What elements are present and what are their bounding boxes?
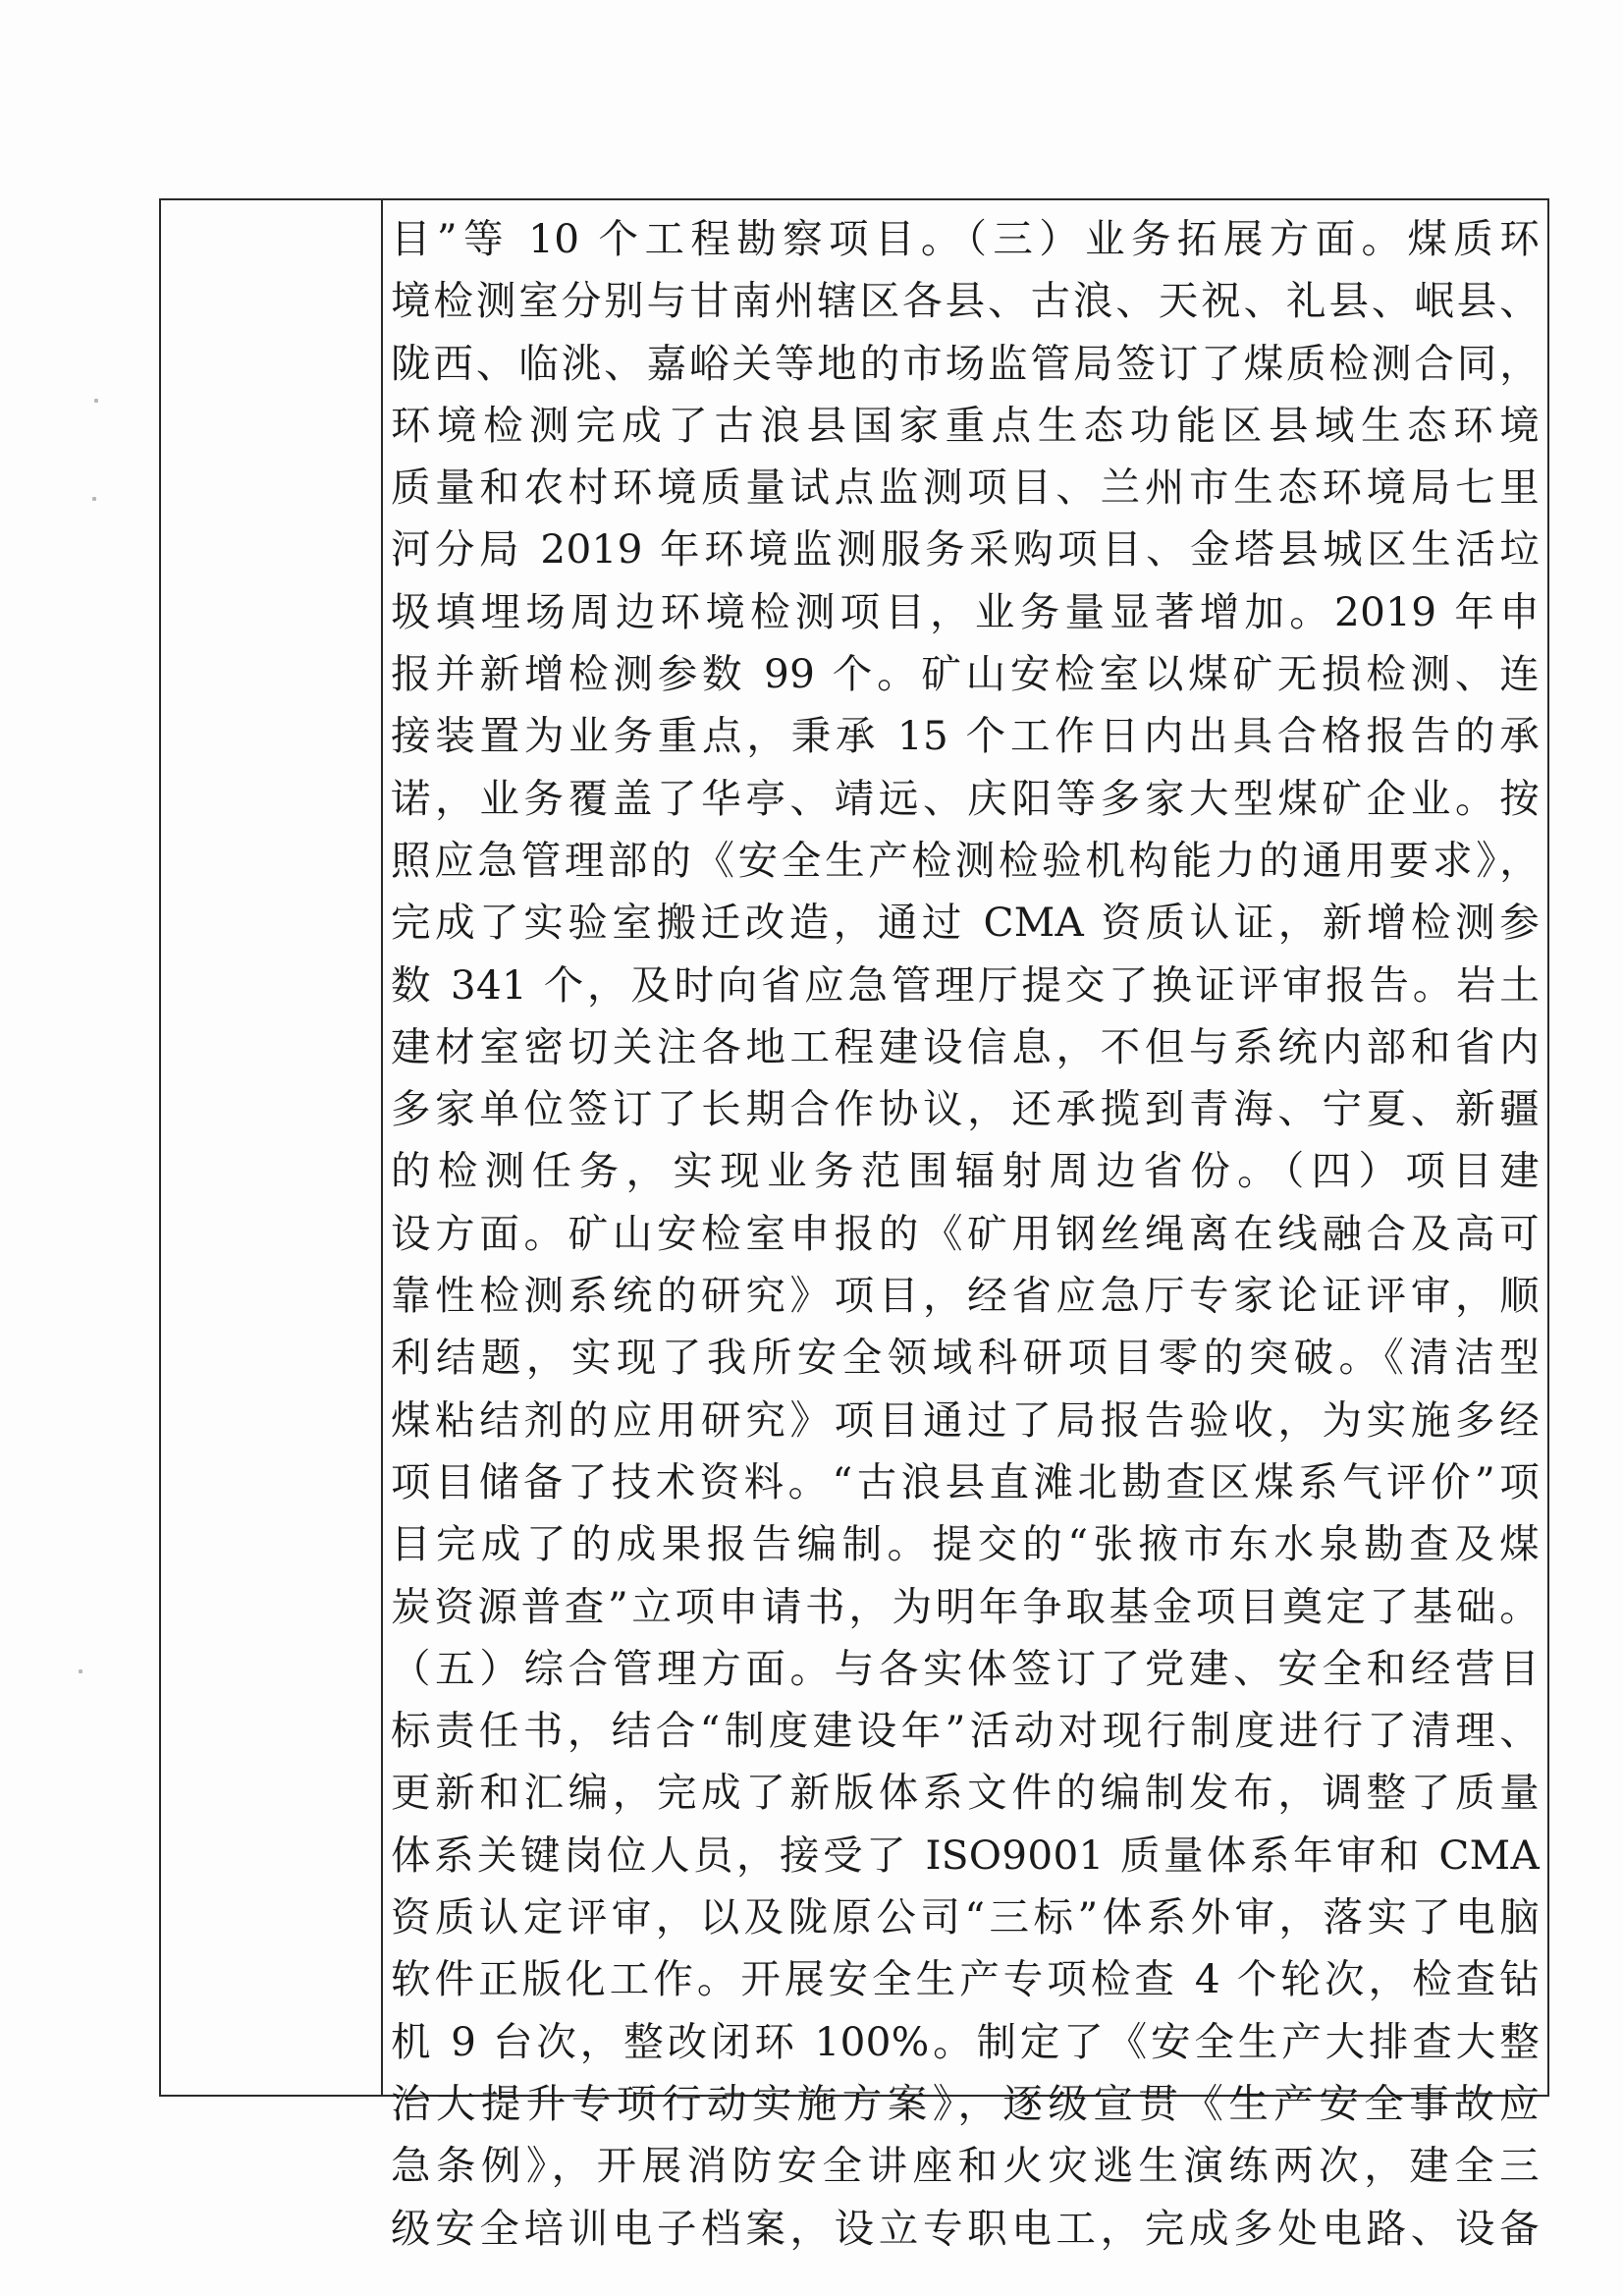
text-line: （五）综合管理方面。与各实体签订了党建、安全和经营目 [391, 1644, 1540, 1692]
text-line: 治大提升专项行动实施方案》，逐级宣贯《生产安全事故应 [391, 2079, 1540, 2127]
scan-speck [94, 399, 98, 403]
text-line: 靠性检测系统的研究》项目，经省应急厅专家论证评审，顺 [391, 1272, 1540, 1320]
text-line: 环境检测完成了古浪县国家重点生态功能区县域生态环境 [391, 401, 1540, 449]
text-line: 建材室密切关注各地工程建设信息，不但与系统内部和省内 [391, 1022, 1540, 1070]
text-line: 软件正版化工作。开展安全生产专项检查 4 个轮次，检查钻 [391, 1955, 1540, 2003]
text-line: 诺，业务覆盖了华亭、靖远、庆阳等多家大型煤矿企业。按 [391, 774, 1540, 822]
text-line: 数 341 个，及时向省应急管理厅提交了换证评审报告。岩土 [391, 960, 1540, 1009]
body-paragraph [391, 208, 1540, 2260]
text-line: 利结题，实现了我所安全领域科研项目零的突破。《清洁型 [391, 1334, 1540, 1382]
scan-speck [79, 1669, 82, 1673]
text-line: 设方面。矿山安检室申报的《矿用钢丝绳离在线融合及高可 [391, 1209, 1540, 1257]
text-line: 照应急管理部的《安全生产检测检验机构能力的通用要求》， [391, 836, 1540, 884]
text-line: 资质认定评审，以及陇原公司“三标”体系外审，落实了电脑 [391, 1893, 1540, 1941]
text-line: 机 9 台次，整改闭环 100%。制定了《安全生产大排查大整 [391, 2017, 1540, 2065]
text-line: 项目储备了技术资料。“古浪县直滩北勘查区煤系气评价”项 [391, 1457, 1540, 1505]
text-line: 标责任书，结合“制度建设年”活动对现行制度进行了清理、 [391, 1707, 1540, 1755]
text-line: 接装置为业务重点，秉承 15 个工作日内出具合格报告的承 [391, 712, 1540, 760]
text-line: 质量和农村环境质量试点监测项目、兰州市生态环境局七里 [391, 464, 1540, 512]
table-column-divider [381, 198, 383, 2097]
text-line: 河分局 2019 年环境监测服务采购项目、金塔县城区生活垃 [391, 525, 1540, 574]
table-content-cell [391, 208, 1540, 2252]
text-line: 炭资源普查”立项申请书，为明年争取基金项目奠定了基础。 [391, 1582, 1540, 1630]
text-line: 报并新增检测参数 99 个。矿山安检室以煤矿无损检测、连 [391, 650, 1540, 698]
text-line: 圾填埋场周边环境检测项目，业务量显著增加。2019 年申 [391, 587, 1540, 635]
text-line: 陇西、临洮、嘉峪关等地的市场监管局签订了煤质检测合同， [391, 339, 1540, 387]
text-line: 完成了实验室搬迁改造，通过 CMA 资质认证，新增检测参 [391, 899, 1540, 947]
text-line: 目完成了的成果报告编制。提交的“张掖市东水泉勘查及煤 [391, 1520, 1540, 1568]
text-line: 级安全培训电子档案，设立专职电工，完成多处电路、设备 [391, 2204, 1540, 2252]
table-label-cell [161, 200, 379, 2095]
scan-speck [92, 497, 96, 501]
text-line: 目”等 10 个工程勘察项目。（三）业务拓展方面。煤质环 [391, 215, 1540, 262]
text-line: 多家单位签订了长期合作协议，还承揽到青海、宁夏、新疆 [391, 1085, 1540, 1133]
text-line: 煤粘结剂的应用研究》项目通过了局报告验收，为实施多经 [391, 1395, 1540, 1444]
text-line: 境检测室分别与甘南州辖区各县、古浪、天祝、礼县、岷县、 [391, 277, 1540, 325]
text-line: 急条例》，开展消防安全讲座和火灾逃生演练两次，建全三 [391, 2142, 1540, 2190]
text-line: 体系关键岗位人员，接受了 ISO9001 质量体系年审和 CMA [391, 1831, 1540, 1879]
text-line: 的检测任务，实现业务范围辐射周边省份。（四）项目建 [391, 1147, 1540, 1195]
text-line: 更新和汇编，完成了新版体系文件的编制发布，调整了质量 [391, 1769, 1540, 1817]
